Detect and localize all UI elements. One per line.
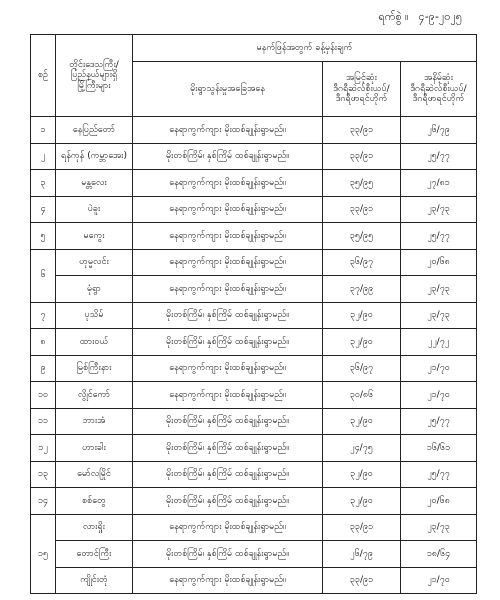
table-row <box>31 355 477 382</box>
cell-max-temp: ၂၆/၇၉ <box>323 541 401 568</box>
cell-min-temp: ၂၆/၇၉ <box>401 117 477 144</box>
header-number: စဉ် <box>31 35 56 117</box>
table-row <box>31 488 477 515</box>
header-min-line: အနိမ့်ဆုံး <box>423 73 454 84</box>
cell-number: ၇ <box>31 302 56 329</box>
cell-number: ၉ <box>31 355 56 382</box>
table-row <box>31 408 477 435</box>
header-city-line: ပြည်နယ်များရှိ <box>70 70 118 81</box>
cell-min-temp: ၁၈/၆၄ <box>401 541 477 568</box>
cell-weather: နေရာကွက်ကျား မိုးထစ်ချုန်းရွာမည်။ <box>133 567 323 594</box>
cell-city: ရန်ကုန် (ကမ္ဘာအေး) <box>56 143 133 170</box>
table-row <box>31 276 477 303</box>
header-max-line: အမြင့်ဆုံး <box>346 73 377 84</box>
date-label: ရက်စွဲ ။ <box>378 10 409 23</box>
forecast-table <box>30 34 477 594</box>
cell-weather: နေရာကွက်ကျား မိုးထစ်ချုန်းရွာမည်။ <box>133 382 323 409</box>
cell-city: မြစ်ကြီးနား <box>56 355 133 382</box>
cell-max-temp: ၃၂/၉၀ <box>323 329 401 356</box>
cell-city: လားရှိုး <box>56 514 133 541</box>
cell-number: ၃ <box>31 170 56 197</box>
cell-weather: နေရာကွက်ကျား မိုးထစ်ချုန်းရွာမည်။ <box>133 276 323 303</box>
table-row <box>31 196 477 223</box>
date-line <box>378 10 462 26</box>
cell-min-temp: ၁၆/၆၁ <box>401 435 477 462</box>
cell-weather: မိုးတစ်ကြိမ်၊ နှစ်ကြိမ် ထစ်ချုန်းရွာမည်။ <box>133 143 323 170</box>
cell-min-temp: ၂၃/၇၃ <box>401 196 477 223</box>
cell-min-temp: ၂၇/၈၁ <box>401 170 477 197</box>
cell-max-temp: ၃၃/၉၁ <box>323 514 401 541</box>
header-max-line: ဒီဂရီဆဲလ်စီးယပ်/ <box>333 83 390 94</box>
cell-number: ၁၅ <box>31 514 56 594</box>
cell-weather: နေရာကွက်ကျား မိုးထစ်ချုန်းရွာမည်။ <box>133 117 323 144</box>
cell-number: ၂ <box>31 143 56 170</box>
cell-number: ၁၄ <box>31 488 56 515</box>
cell-city: ဟားခါး <box>56 435 133 462</box>
cell-number: ၅ <box>31 223 56 250</box>
table-row <box>31 461 477 488</box>
cell-city: မော်လမြိုင် <box>56 461 133 488</box>
cell-number: ၄ <box>31 196 56 223</box>
header-forecast-group: မနက်ဖြန်အတွက် ခန့်မှန်းချက် <box>133 35 477 62</box>
cell-number: ၁၃ <box>31 461 56 488</box>
table-row <box>31 143 477 170</box>
cell-min-temp: ၂၅/၇၇ <box>401 408 477 435</box>
table-row <box>31 541 477 568</box>
cell-min-temp: ၂၁/၇၀ <box>401 567 477 594</box>
cell-max-temp: ၃၃/၉၁ <box>323 567 401 594</box>
cell-min-temp: ၂၃/၇၃ <box>401 302 477 329</box>
cell-min-temp: ၂၀/၆၈ <box>401 488 477 515</box>
cell-weather: မိုးတစ်ကြိမ်၊ နှစ်ကြိမ် ထစ်ချုန်းရွာမည်။ <box>133 302 323 329</box>
cell-weather: နေရာကွက်ကျား မိုးထစ်ချုန်းရွာမည်။ <box>133 223 323 250</box>
table-row <box>31 514 477 541</box>
cell-min-temp: ၂၁/၇၀ <box>401 355 477 382</box>
cell-max-temp: ၃၂/၉၀ <box>323 461 401 488</box>
cell-weather: မိုးတစ်ကြိမ်၊ နှစ်ကြိမ် ထစ်ချုန်းရွာမည်။ <box>133 461 323 488</box>
table-row <box>31 170 477 197</box>
table-row <box>31 567 477 594</box>
cell-city: ထားဝယ် <box>56 329 133 356</box>
cell-max-temp: ၃၃/၉၁ <box>323 117 401 144</box>
cell-weather: နေရာကွက်ကျား မိုးထစ်ချုန်းရွာမည်။ <box>133 355 323 382</box>
cell-weather: မိုးတစ်ကြိမ်၊ နှစ်ကြိမ် ထစ်ချုန်းရွာမည်။ <box>133 435 323 462</box>
cell-min-temp: ၂၁/၇၀ <box>401 382 477 409</box>
cell-weather: မိုးတစ်ကြိမ်၊ နှစ်ကြိမ် ထစ်ချုန်းရွာမည်။ <box>133 541 323 568</box>
cell-max-temp: ၃၃/၉၁ <box>323 143 401 170</box>
cell-number: ၁၀ <box>31 382 56 409</box>
cell-city: နေပြည်တော် <box>56 117 133 144</box>
cell-city: တောင်ကြီး <box>56 541 133 568</box>
date-value: ၄-၉-၂၀၂၅ <box>418 10 462 23</box>
cell-min-temp: ၂၅/၇၇ <box>401 143 477 170</box>
cell-max-temp: ၃၂/၉၀ <box>323 302 401 329</box>
cell-weather: မိုးတစ်ကြိမ်၊ နှစ်ကြိမ် ထစ်ချုန်းရွာမည်။ <box>133 329 323 356</box>
cell-max-temp: ၃၀/၈၆ <box>323 382 401 409</box>
cell-city: ဘားအံ <box>56 408 133 435</box>
cell-number: ၈ <box>31 329 56 356</box>
cell-city: ဟုမ္မလင်း <box>56 249 133 276</box>
header-min-line: ဒီဂရီဆဲလ်စီးယပ်/ <box>410 83 467 94</box>
cell-city: လွိုင်ကော် <box>56 382 133 409</box>
cell-weather: မိုးတစ်ကြိမ်၊ နှစ်ကြိမ် ထစ်ချုန်းရွာမည်။ <box>133 408 323 435</box>
cell-city: ပဲခူး <box>56 196 133 223</box>
header-city-line: တိုင်းဒေသကြီး/ <box>69 59 119 70</box>
header-max-temp <box>323 62 401 117</box>
header-min-line: ဒီဂရီဖာရင်ဟိုက် <box>412 94 465 105</box>
header-min-temp <box>401 62 477 117</box>
cell-city: ပုသိမ် <box>56 302 133 329</box>
table-row <box>31 302 477 329</box>
cell-max-temp: ၃၂/၉၀ <box>323 488 401 515</box>
cell-weather: နေရာကွက်ကျား မိုးထစ်ချုန်းရွာမည်။ <box>133 514 323 541</box>
cell-city: မကွေး <box>56 223 133 250</box>
cell-min-temp: ၂၅/၇၇ <box>401 461 477 488</box>
header-weather: မိုးရွာသွန်းမှုအခြေအနေ <box>133 62 323 117</box>
cell-number: ၁၂ <box>31 435 56 462</box>
header-city <box>56 35 133 117</box>
cell-weather: မိုးတစ်ကြိမ်၊ နှစ်ကြိမ် ထစ်ချုန်းရွာမည်။ <box>133 488 323 515</box>
table-row <box>31 329 477 356</box>
cell-max-temp: ၃၅/၉၅ <box>323 223 401 250</box>
cell-city: ကျိုင်းတုံ <box>56 567 133 594</box>
table-body <box>31 117 477 594</box>
cell-max-temp: ၃၅/၉၅ <box>323 170 401 197</box>
table-row <box>31 117 477 144</box>
cell-max-temp: ၃၇/၉၉ <box>323 276 401 303</box>
cell-min-temp: ၂၅/၇၇ <box>401 223 477 250</box>
cell-weather: နေရာကွက်ကျား မိုးထစ်ချုန်းရွာမည်။ <box>133 170 323 197</box>
cell-max-temp: ၂၄/၇၅ <box>323 435 401 462</box>
cell-max-temp: ၃၆/၉၇ <box>323 355 401 382</box>
header-max-line: ဒီဂရီဖာရင်ဟိုက် <box>335 94 388 105</box>
table-row <box>31 223 477 250</box>
cell-max-temp: ၃၆/၉၇ <box>323 249 401 276</box>
table-row <box>31 249 477 276</box>
cell-max-temp: ၃၂/၉၀ <box>323 408 401 435</box>
cell-min-temp: ၂၂/၇၂ <box>401 329 477 356</box>
header-city-line: မြို့ကြီးများ <box>77 80 111 91</box>
table-row <box>31 382 477 409</box>
table-row <box>31 435 477 462</box>
cell-city: မုံရွာ <box>56 276 133 303</box>
cell-min-temp: ၂၀/၆၈ <box>401 249 477 276</box>
cell-min-temp: ၂၃/၇၃ <box>401 276 477 303</box>
cell-number: ၆ <box>31 249 56 302</box>
cell-city: မန္တလေး <box>56 170 133 197</box>
cell-weather: နေရာကွက်ကျား မိုးထစ်ချုန်းရွာမည်။ <box>133 249 323 276</box>
cell-min-temp: ၂၃/၇၃ <box>401 514 477 541</box>
cell-number: ၁၁ <box>31 408 56 435</box>
cell-number: ၁ <box>31 117 56 144</box>
cell-max-temp: ၃၃/၉၁ <box>323 196 401 223</box>
cell-city: စစ်တွေ <box>56 488 133 515</box>
cell-weather: နေရာကွက်ကျား မိုးထစ်ချုန်းရွာမည်။ <box>133 196 323 223</box>
